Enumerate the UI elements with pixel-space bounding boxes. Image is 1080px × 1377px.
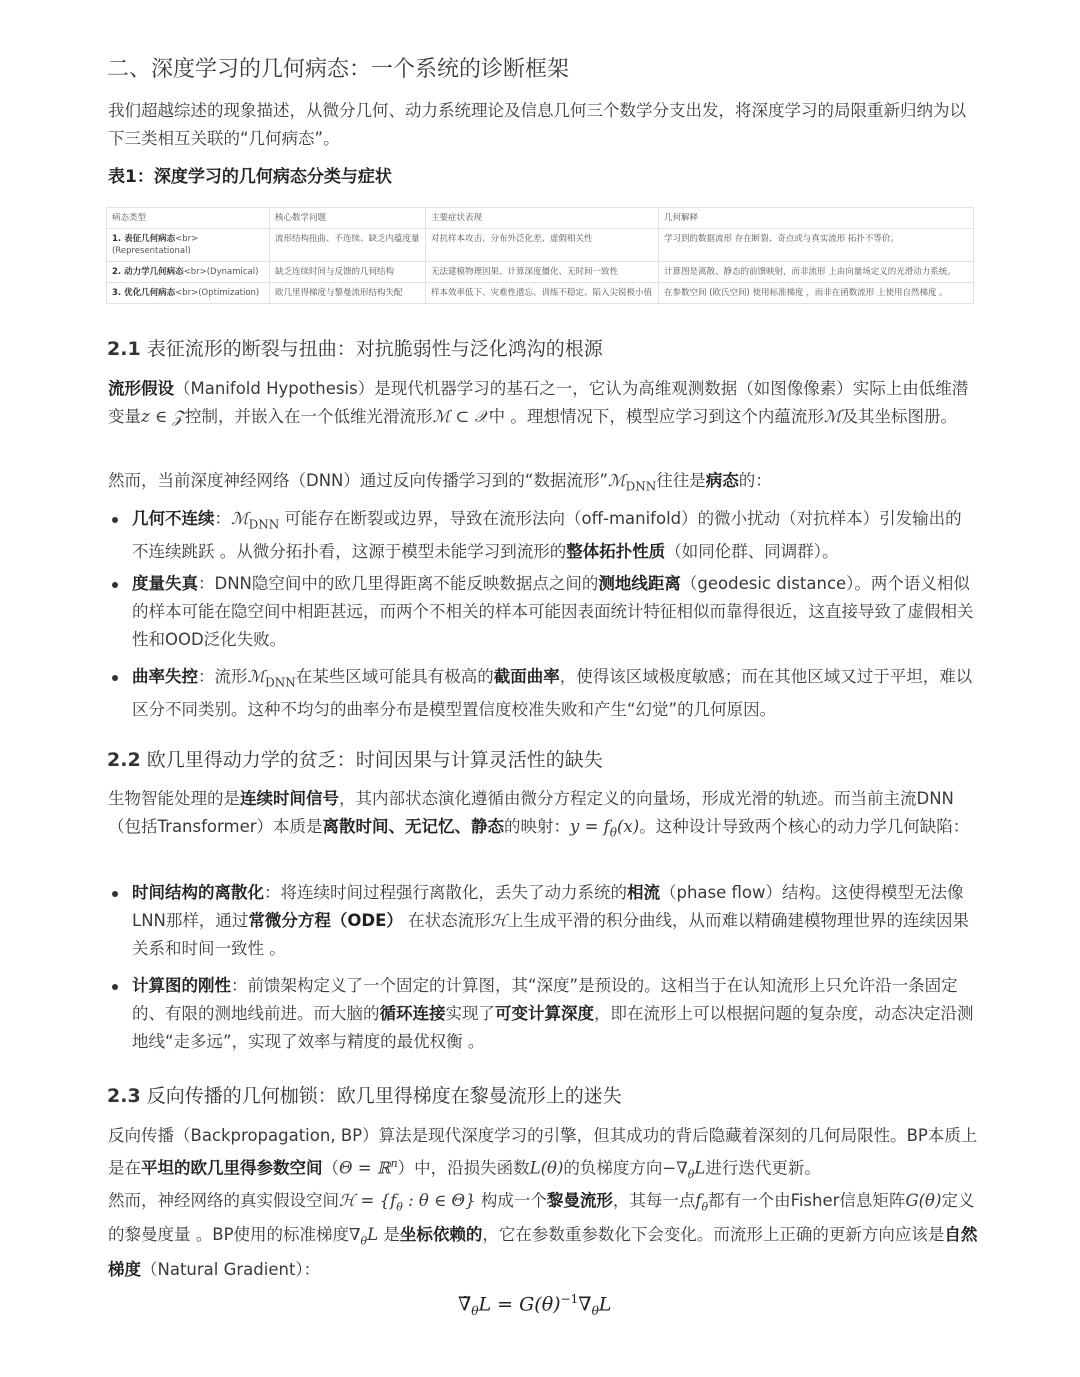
paragraph: 流形假设（Manifold Hypothesis）是现代机器学习的基石之一，它认为高维观测数据（如图像像素）实际上由低维潜变量z ∈ 𝒵控制，并嵌入在一个低维光滑流形ℳ ⊂ 𝒳中 。理想情况下，模型应学习到这个内蕴流形ℳ及其坐标图册。 [108,379,969,426]
section-heading: 二、深度学习的几何病态：一个系统的诊断框架 [107,57,570,82]
paragraph: 然而，神经网络的真实假设空间ℋ = {$f_\theta$ : θ ∈ Θ} 构成一个黎曼流形，其每一点$f_\theta$都有一个由Fisher信息矩阵G(θ)定义的黎曼度量 。BP使用的标准梯度$\nabla_\theta L$ 是坐标依赖的，它在参数重参数化下会变化。而流形上正确的更新方向应该是自然梯度（Natural Gradient）： [108,1191,978,1279]
paragraph: 反向传播（Backpropagation, BP）算法是现代深度学习的引擎，但其成功的背后隐藏着深刻的几何局限性。BP本质上是在平坦的欧几里得参数空间（Θ = ℝ$^n$）中，沿损失函数L(θ)的负梯度方向$-\nabla_\theta L$进行迭代更新。 [108,1126,978,1181]
table-row [107,283,974,304]
subsection-heading-2-2: 2.2 欧几里得动力学的贫乏：时间因果与计算灵活性的缺失 [107,749,603,771]
bullet-dot [112,891,118,897]
table-cell: 2. 动力学几何病态<br>(Dynamical) [107,262,270,283]
bullet-dot [112,582,118,588]
table-header-cell: 几何解释 [659,208,974,229]
table-cell: 对抗样本攻击、分布外泛化差、虚假相关性 [426,229,659,262]
paragraph: 然而，当前深度神经网络（DNN）通过反向传播学习到的“数据流形”ℳ$_{DNN}$往往是病态的： [108,471,772,494]
table-row [107,229,974,262]
table-header-cell: 核心数学问题 [270,208,426,229]
table-row [107,262,974,283]
bullet-dot [112,517,118,523]
paragraph: 生物智能处理的是连续时间信号，其内部状态演化遵循由微分方程定义的向量场，形成光滑的轨迹。而当前主流DNN（包括Transformer）本质是离散时间、无记忆、静态的映射：$y = f_\theta(x)$。这种设计导致两个核心的动力学几何缺陷： [108,789,970,840]
list-item: 度量失真：DNN隐空间中的欧几里得距离不能反映数据点之间的测地线距离（geodesic distance）。两个语义相似的样本可能在隐空间中相距甚远，而两个不相关的样本可能因表面统计特征相似而靠得很近，这直接导致了虚假相关性和OOD泛化失败。 [132,570,978,654]
bullet-dot [112,984,118,990]
natural-gradient-formula: $\nablã_\theta L = G(\theta)^{-1}\nabla_\theta L$ [458,1292,612,1319]
subsection-heading-2-3: 2.3 反向传播的几何枷锁：欧几里得梯度在黎曼流形上的迷失 [107,1085,622,1107]
table-cell: 学习到的数据流形 存在断裂、奇点或与真实流形 拓扑不等价。 [659,229,974,262]
table-header-cell: 病态类型 [107,208,270,229]
list-item: 时间结构的离散化：将连续时间过程强行离散化，丢失了动力系统的相流（phase flow）结构。这使得模型无法像LNN那样，通过常微分方程（ODE） 在状态流形ℋ上生成平滑的积分曲线，从而难以精确建模物理世界的连续因果关系和时间一致性 。 [132,879,978,963]
list-item: 曲率失控：流形ℳ$_{DNN}$在某些区域可能具有极高的截面曲率，使得该区域极度敏感；而在其他区域又过于平坦，难以区分不同类别。这种不均匀的曲率分布是模型置信度校准失败和产生“幻觉”的几何原因。 [132,663,978,724]
list-item: 计算图的刚性：前馈架构定义了一个固定的计算图，其“深度”是预设的。这相当于在认知流形上只允许沿一条固定的、有限的测地线前进。而大脑的循环连接实现了可变计算深度，即在流形上可以根据问题的复杂度，动态决定沿测地线“走多远”，实现了效率与精度的最优权衡 。 [132,972,978,1056]
table-cell: 计算图是离散、静态的前馈映射，而非流形 上由向量场定义的光滑动力系统。 [659,262,974,283]
intro-paragraph: 我们超越综述的现象描述，从微分几何、动力系统理论及信息几何三个数学分支出发，将深度学习的局限重新归纳为以下三类相互关联的“几何病态”。 [108,101,966,148]
table-cell: 1. 表征几何病态<br>(Representational) [107,229,270,262]
table-cell: 3. 优化几何病态<br>(Optimization) [107,283,270,304]
table-cell: 流形结构扭曲、不连续、缺乏内蕴度量 [270,229,426,262]
subsection-heading-2-1: 2.1 表征流形的断裂与扭曲：对抗脆弱性与泛化鸿沟的根源 [107,338,603,360]
table-cell: 在参数空间 (欧氏空间) 使用标准梯度 ，而非在函数流形 上使用自然梯度 。 [659,283,974,304]
pathology-table [106,207,974,304]
bullet-dot [112,675,118,681]
table-header-row [107,208,974,229]
list-item: 几何不连续：ℳ$_{DNN}$ 可能存在断裂或边界，导致在流形法向（off-manifold）的微小扰动（对抗样本）引发输出的不连续跳跃 。从微分拓扑看，这源于模型未能学习到流形的整体拓扑性质（如同伦群、同调群）。 [132,505,978,566]
table-cell: 缺乏连续时间与反馈的几何结构 [270,262,426,283]
table-cell: 无法建模物理因果、计算深度僵化、无时间一致性 [426,262,659,283]
table-caption: 表1：深度学习的几何病态分类与症状 [108,167,392,187]
table-cell: 样本效率低下、灾难性遗忘、训练不稳定、陷入尖锐极小值 [426,283,659,304]
table-header-cell: 主要症状表现 [426,208,659,229]
table-cell: 欧几里得梯度与黎曼流形结构失配 [270,283,426,304]
